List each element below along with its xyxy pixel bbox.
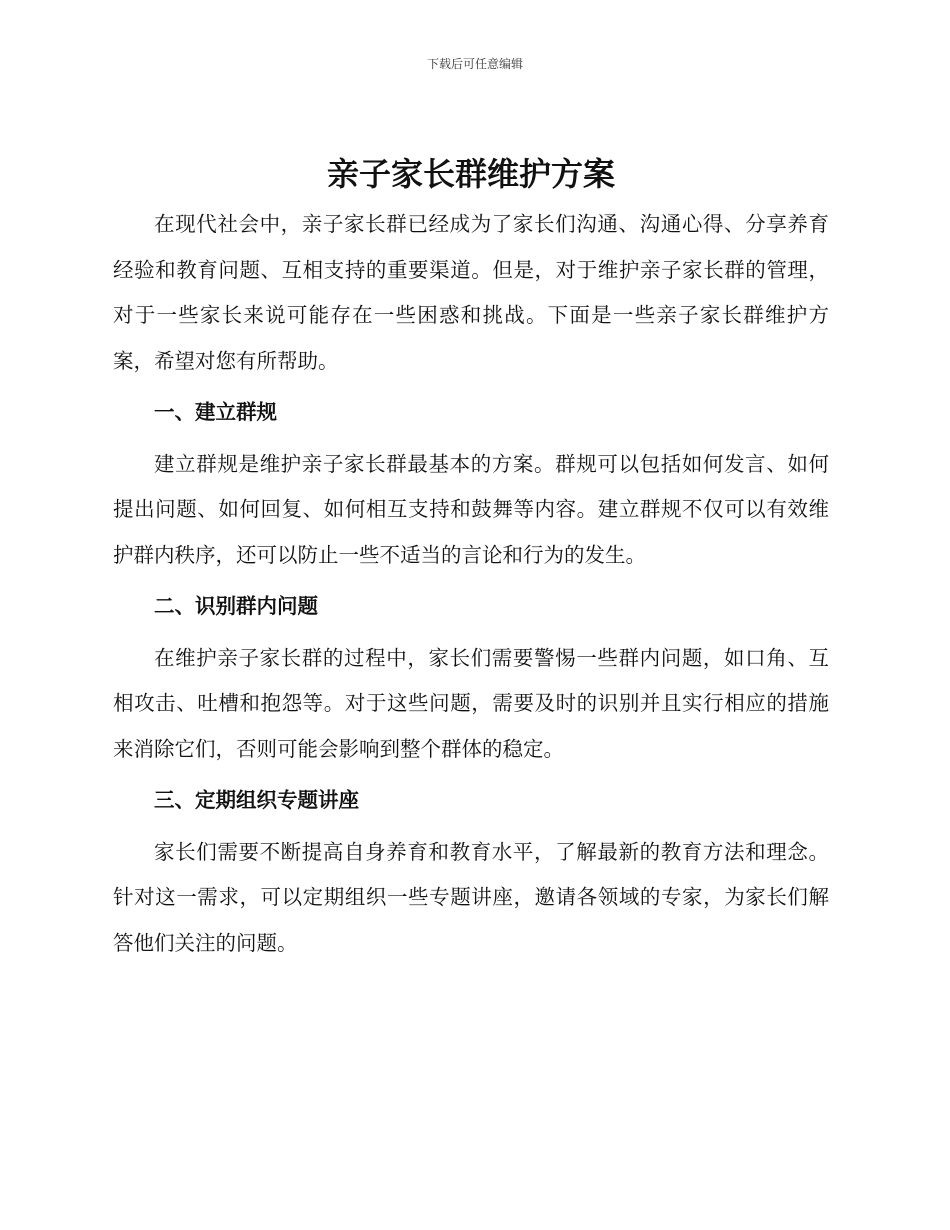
section-heading-lectures: 三、定期组织专题讲座 <box>154 788 359 812</box>
section-heading-issues: 二、识别群内问题 <box>154 594 318 618</box>
section-body-rules: 建立群规是维护亲子家长群最基本的方案。群规可以包括如何发言、如何提出问题、如何回复、如何相互支持和鼓舞等内容。建立群规不仅可以有效维护群内秩序，还可以防止一些不适当的言论和行为的发生。 <box>113 451 829 567</box>
intro-paragraph: 在现代社会中，亲子家长群已经成为了家长们沟通、沟通心得、分享养育经验和教育问题、互相支持的重要渠道。但是，对于维护亲子家长群的管理，对于一些家长来说可能存在一些困惑和挑战。下面是一些亲子家长群维护方案，希望对您有所帮助。 <box>113 212 829 373</box>
page-header: 下载后可任意编辑 <box>426 57 523 71</box>
document-body <box>113 152 829 966</box>
section-body-lectures: 家长们需要不断提高自身养育和教育水平，了解最新的教育方法和理念。针对这一需求，可以定期组织一些专题讲座，邀请各领域的专家，为家长们解答他们关注的问题。 <box>113 839 829 955</box>
document-title: 亲子家长群维护方案 <box>326 155 615 193</box>
section-body-issues: 在维护亲子家长群的过程中，家长们需要警惕一些群内问题，如口角、互相攻击、吐槽和抱怨等。对于这些问题，需要及时的识别并且实行相应的措施来消除它们，否则可能会影响到整个群体的稳定。 <box>113 645 829 761</box>
section-heading-rules: 一、建立群规 <box>154 400 277 424</box>
